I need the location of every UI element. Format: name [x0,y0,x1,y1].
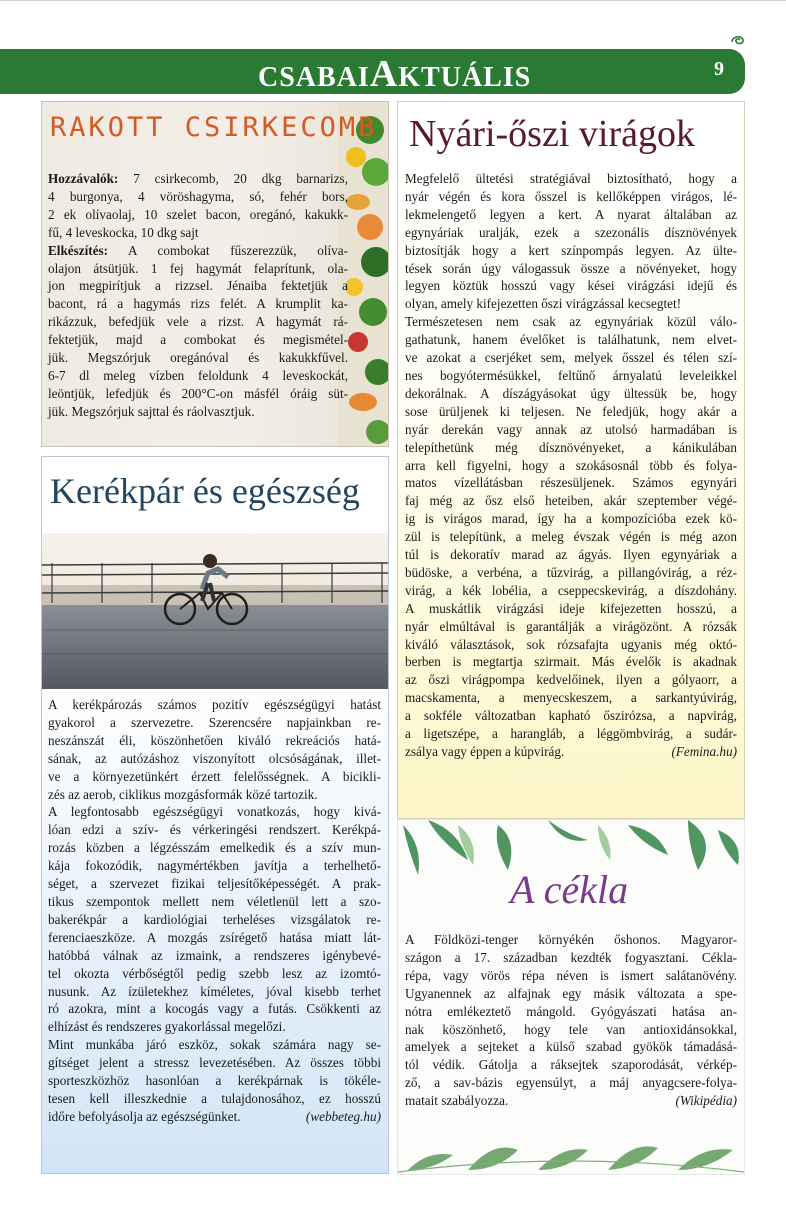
text-line: ferenciaeszköze. A mozgás zsírégető hatása miatt lát- [48,929,381,945]
text-line: séget, a szervezet fizikai teljesítőképességét. A prak- [48,876,381,892]
recipe-title: RAKOTT CSIRKECOMB [50,112,378,143]
text-line: zül is telepítünk, a meleg évszak végén is még azon [405,529,737,545]
text-line: 2 ek olívaolaj, 10 szelet bacon, oregánó, kakukk- [48,206,348,222]
text-line: bacont, rá a hagymás rizs felét. A krumplit ka- [48,296,348,312]
swirl-icon [730,33,746,47]
text-line: legyen köztük hosszú vagy kései virágzási idejű és [405,278,737,294]
text-line: sose ürüljenek ki teljesen. Ne feledjük, hogy akár a [405,403,737,419]
cyclist-photo [42,533,388,689]
text-line: faj még az ősz első heteiben, akár szeptember végé- [405,493,737,509]
text-line: amelyek a sejteket a külső szabad gyökök támadásá- [405,1039,737,1055]
text-line: fű, 4 leveskocka, 10 dkg sajt [48,224,199,240]
text-line: biztosítják hogy a kert színpompás legyen. Az ülte- [405,242,737,258]
text-line: tesen kell illeszkednie a tulajdonosához, ez hosszú [48,1090,381,1106]
text-line: lekmelengető legyen a kert. A nyarat általában az [405,206,737,222]
text-line: virág, a kék lobélia, a cseppecskevirág, a díszdohány. [405,582,737,598]
text-line: lóan edzi a szív- és vérkeringési rendszert. Kerékpá- [48,822,381,838]
source-credit: (Femina.hu) [671,744,737,759]
text-line: 6-7 dl meleg vízben feloldunk 4 leveskockát, [48,367,348,383]
text-line: tikus szempontok mellett nem véletlenül lett a szo- [48,893,381,909]
text-line: bakerékpár a kardiológiai terheléses vizsgálatok re- [48,911,381,927]
text-line: gítséget jelent a stressz levezetésében. Az összes többi [48,1055,381,1071]
text-line: tések során úgy válogassuk össze a növényeket, hogy [405,260,737,276]
text-line: nyár végén és kora ősszel is kellőképpen virágos, lé- [405,188,737,204]
text-line: matait szabályozza. (Wikipédia) [405,1093,737,1109]
beetroot-article-title: A cékla [510,867,629,912]
text-line: Megfelelő ültetési stratégiával biztosítható, hogy a [405,171,737,186]
bicycle-article-text [48,696,381,1126]
text-line: jük. Megszórjuk oregánóval és kakukkfűvel. [48,350,348,366]
text-line: hatóbbá válnak az izmaink, a rendszeres igénybevé- [48,947,381,963]
text-line: nusunk. Az ízületekhez kíméletes, jóval kisebb terhet [48,983,381,999]
text-line: rozás közben a légzésszám emelkedik és a szív mun- [48,840,381,856]
text-line: egynyáriak uralják, ezek a szezonális dísznövények [405,224,737,240]
text-line: kája fokozódik, nagymértékben javítja a terhelhető- [48,858,381,874]
flowers-article-text [405,170,737,761]
text-line: kiváló választások, sok rózsafajta ugyanis még októ- [405,636,737,652]
text-line: olyan, amely kifejezetten őszi virágzással kecsegtet! [405,296,682,312]
text-line: a ligetszépe, a harangláb, a léggömbvirág, a sudár- [405,726,737,742]
page-top-rule [0,0,786,1]
text-line: nak köszönhető, hogy tele van antioxidánsokkal, [405,1021,737,1037]
text-line: Ugyanennek az alfajnak egy másik változata a spe- [405,985,737,1001]
text-line: ve a környezetünkért érzett felelősségnek. A bicikli- [48,768,381,784]
text-line: rikázzuk, befedjük vele a rizst. A hagymát rá- [48,314,348,330]
text-line: sporteszközhöz hasonlóan a kerékpárnak is tökéle- [48,1073,381,1089]
text-line: arra kell figyelni, hogy a szokásosnál több és folya- [405,457,737,473]
source-credit: (Wikipédia) [675,1093,737,1109]
text-line: berben is megtartja szirmait. Más évelők is akadnak [405,654,737,670]
text-line: répa, vagy vörös répa néven is ismert salátanövény. [405,967,737,983]
text-line: jük. Megszórjuk sajttal és ráolvasztjuk. [48,403,255,419]
text-line: 4 burgonya, 4 vöröshagyma, só, fehér bors, [48,188,348,204]
text-line: Természetesen nem csak az egynyáriak közül válo- [405,314,737,330]
text-line: A kerékpározás számos pozitív egészségügyi hatást [48,697,381,712]
text-line: nyár derekán vagy annak az utolsó harmadában is [405,421,737,437]
text-line: matos vízellátásban részesüljenek. Számos egynyári [405,475,737,491]
text-line: Hozzávalók: 7 csirkecomb, 20 dkg barnarizs, [48,171,348,186]
text-line: szágon a 17. században kezdték fogyasztani. Cékla- [405,949,737,965]
text-line: nes bogyótermésükkel, feltűnő árnyalatú leveleikkel [405,367,737,383]
text-line: Elkészítés: A combokat fűszerezzük, olíva- [48,242,348,258]
leaves-decoration-bottom [398,1120,744,1174]
text-line: tól védik. Gátolja a ráksejtek szaporodását, vérkép- [405,1057,737,1073]
text-line: gyakorol a szervezetre. Szerencsére napjainkban re- [48,714,381,730]
page-number: 9 [714,58,724,80]
text-line: telepíthetünk még dísznövényeket, a kánikulában [405,439,737,455]
text-line: olajon átsütjük. 1 fej hagymát felaprítunk, ola- [48,260,348,276]
text-line: jon megpirítjuk a rizzsel. Jénaiba fektetjük a [48,278,348,294]
source-credit: (webbeteg.hu) [305,1108,381,1124]
text-line: ig is virágos marad, így ha a kompozícióba ezek kö- [405,511,737,527]
text-line: Mint munkába járó eszköz, sokak számára nagy se- [48,1037,381,1053]
text-line: neszánszát éli, köszönhetően kiváló rekreációs hatá- [48,732,381,748]
text-line: A Földközi-tenger környékén őshonos. Magyaror- [405,932,737,947]
bicycle-article-title: Kerékpár és egészség [50,471,360,511]
text-line: zés az aerob, ciklikus mozgásformák közé tartozik. [48,786,318,802]
text-line: nyár elmúltával is garantálják a virágözönt. A rózsák [405,618,737,634]
text-line: leöntjük, lefedjük és 200°C-on másfél óráig süt- [48,385,348,401]
text-line: időre befolyásolja az egészségünket. (webbeteg.hu) [48,1108,381,1124]
text-line: az őszi virágpompa kedvelőinek, ilyen a gólyaorr, a [405,672,737,688]
text-line: ró azokra, mint a kocogás vagy a futás. Csökkenti az [48,1001,381,1017]
text-line: ző, a sav-bázis egyensúlyt, a máj anyagcsere-folya- [405,1075,737,1091]
text-line: zsálya vagy éppen a kúpvirág. (Femina.hu) [405,744,737,759]
text-line: sának, az autózáshoz viszonyított olcsóságának, illet- [48,750,381,766]
publication-title: CSABAIAKTUÁLIS [258,53,532,95]
text-line: a sokféle változatban kapható őszirózsa, a napvirág, [405,708,737,724]
text-line: tel okozta vérbőségtől pedig szebb lesz az izomtó- [48,965,381,981]
text-line: gathatunk, hanem évelőket is találhatunk, nem elvet- [405,332,737,348]
text-line: macskamenta, a menyecskeszem, a sarkantyúvirág, [405,690,737,706]
beetroot-article-text [405,931,737,1110]
text-line: büdöske, a verbéna, a tűzvirág, a pillangóvirág, a réz- [405,564,737,580]
flowers-article-title: Nyári-őszi virágok [409,113,695,155]
text-line: A legfontosabb egészségügyi vonatkozás, hogy kivá- [48,804,381,820]
text-line: dekorálnak. A díszágyásokat úgy ültessük be, hogy [405,385,737,401]
recipe-text [48,170,348,421]
text-line: ve azokat a cserjéket sem, melyek ősszel és télen szí- [405,350,737,366]
text-line: nótra emlékeztető mángold. Gyógyászati hatása an- [405,1003,737,1019]
text-line: elhízást és rendszeres gyakorlással megelőzi. [48,1019,286,1035]
text-line: A muskátlik virágzási ideje kifejezetten hosszú, a [405,600,737,616]
text-line: fektetjük, majd a combokat és megismétel- [48,332,348,348]
text-line: túl is dekoratív marad az ágyás. Ilyen egynyáriak a [405,547,737,563]
